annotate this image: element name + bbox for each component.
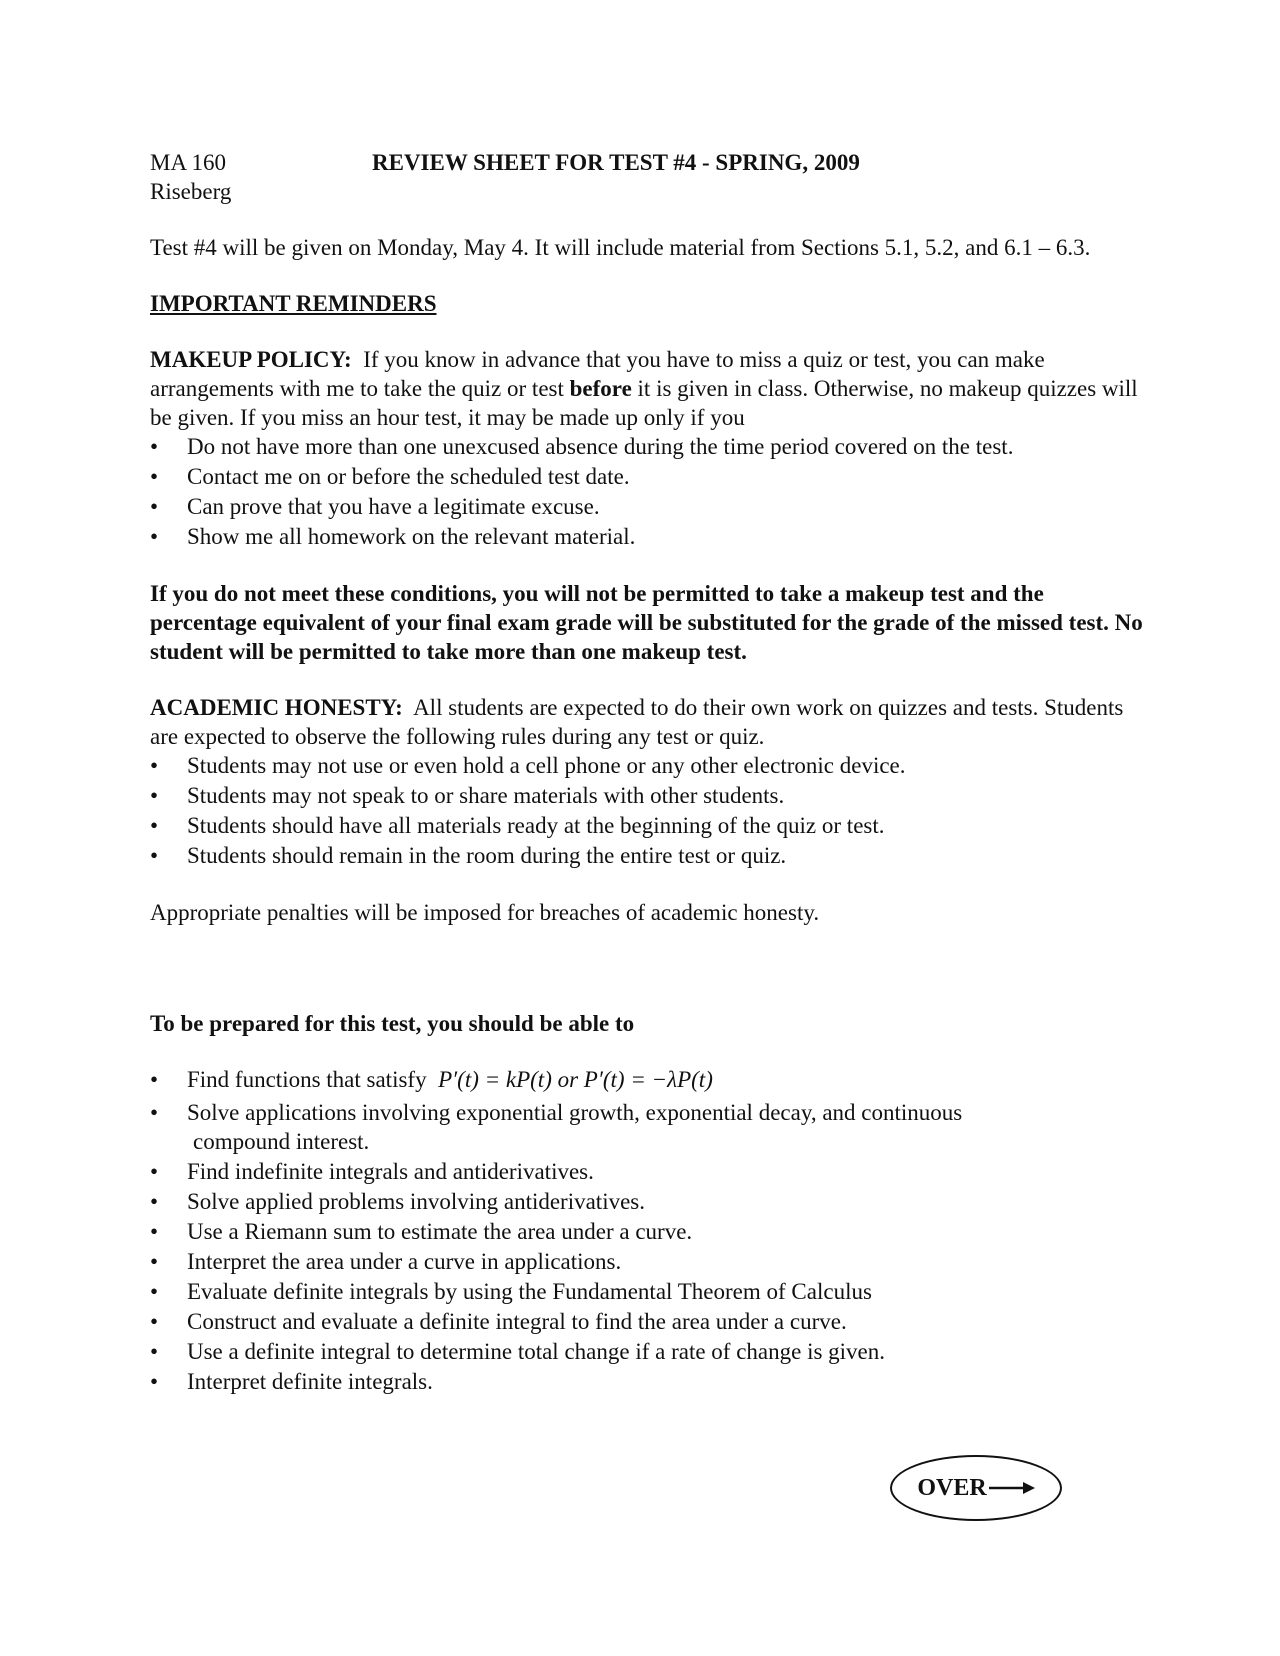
makeup-text-a: If you know in advance that you have to miss a quiz or test, you can make arrangements with me to take the quiz or test (150, 347, 1045, 401)
skills-bullet-list (150, 1065, 1150, 1396)
document-page (150, 148, 1150, 1397)
instructor-name: Riseberg (150, 179, 232, 204)
list-item: • Interpret definite integrals. (150, 1367, 1150, 1396)
list-item: • Can prove that you have a legitimate excuse. (150, 492, 1150, 521)
reminders-heading: IMPORTANT REMINDERS (150, 291, 437, 316)
skill-text: Find functions that satisfy (187, 1067, 427, 1092)
list-item: • Contact me on or before the scheduled test date. (150, 462, 1150, 491)
list-item: • Do not have more than one unexcused absence during the time period covered on the test. (150, 432, 1150, 461)
intro-paragraph: Test #4 will be given on Monday, May 4. It will include material from Sections 5.1, 5.2, and 6.1 – 6.3. (150, 235, 1091, 260)
skill-text-continued: compound interest. (193, 1129, 370, 1154)
list-item: • Students should have all materials ready at the beginning of the quiz or test. (150, 811, 1150, 840)
over-badge (890, 1455, 1062, 1521)
skill-text: Solve applications involving exponential growth, exponential decay, and continuous (187, 1100, 963, 1125)
list-item: • Students may not speak to or share materials with other students. (150, 781, 1150, 810)
honesty-paragraph (150, 693, 1150, 751)
honesty-bullet-list (150, 751, 1150, 870)
list-item: • Find indefinite integrals and antiderivatives. (150, 1157, 1150, 1186)
makeup-text-bold: before (569, 376, 632, 401)
list-item: • Interpret the area under a curve in applications. (150, 1247, 1150, 1276)
course-code: MA 160 (150, 150, 227, 175)
list-item: • Use a Riemann sum to estimate the area under a curve. (150, 1217, 1150, 1246)
list-item: • Solve applied problems involving antiderivatives. (150, 1187, 1150, 1216)
list-item: • Construct and evaluate a definite integral to find the area under a curve. (150, 1307, 1150, 1336)
arrow-right-icon (989, 1481, 1035, 1495)
formula: P′(t) = kP(t) or P′(t) = −λP(t) (438, 1067, 713, 1092)
list-item: • Students may not use or even hold a cell phone or any other electronic device. (150, 751, 1150, 780)
list-item: • Students should remain in the room during the entire test or quiz. (150, 841, 1150, 870)
list-item: • Show me all homework on the relevant material. (150, 522, 1150, 551)
list-item: • Evaluate definite integrals by using the Fundamental Theorem of Calculus (150, 1277, 1150, 1306)
honesty-text: All students are expected to do their own work on quizzes and tests. Students are expected to observe the following rules during any test or quiz. (150, 695, 1124, 749)
honesty-label: ACADEMIC HONESTY: (150, 695, 403, 720)
list-item (150, 1098, 1150, 1156)
prepared-heading: To be prepared for this test, you should be able to (150, 1011, 635, 1036)
makeup-policy-label: MAKEUP POLICY: (150, 347, 352, 372)
page-title: REVIEW SHEET FOR TEST #4 - SPRING, 2009 (372, 150, 860, 175)
penalties-paragraph: Appropriate penalties will be imposed for breaches of academic honesty. (150, 900, 820, 925)
header-row (150, 148, 1150, 177)
makeup-bullet-list (150, 432, 1150, 551)
makeup-warning: If you do not meet these conditions, you will not be permitted to take a makeup test and the percentage equivalent of your final exam grade will be substituted for the grade of the missed test. No student will be permitted to take more than one makeup test. (150, 581, 1143, 664)
makeup-text-b: it is given in class. Otherwise, no makeup quizzes will be given. If you miss an hour test, it may be made up only if you (150, 376, 1138, 430)
list-item (150, 1065, 1150, 1094)
list-item: • Use a definite integral to determine total change if a rate of change is given. (150, 1337, 1150, 1366)
makeup-policy-paragraph (150, 345, 1150, 432)
over-label: OVER (917, 1474, 987, 1501)
